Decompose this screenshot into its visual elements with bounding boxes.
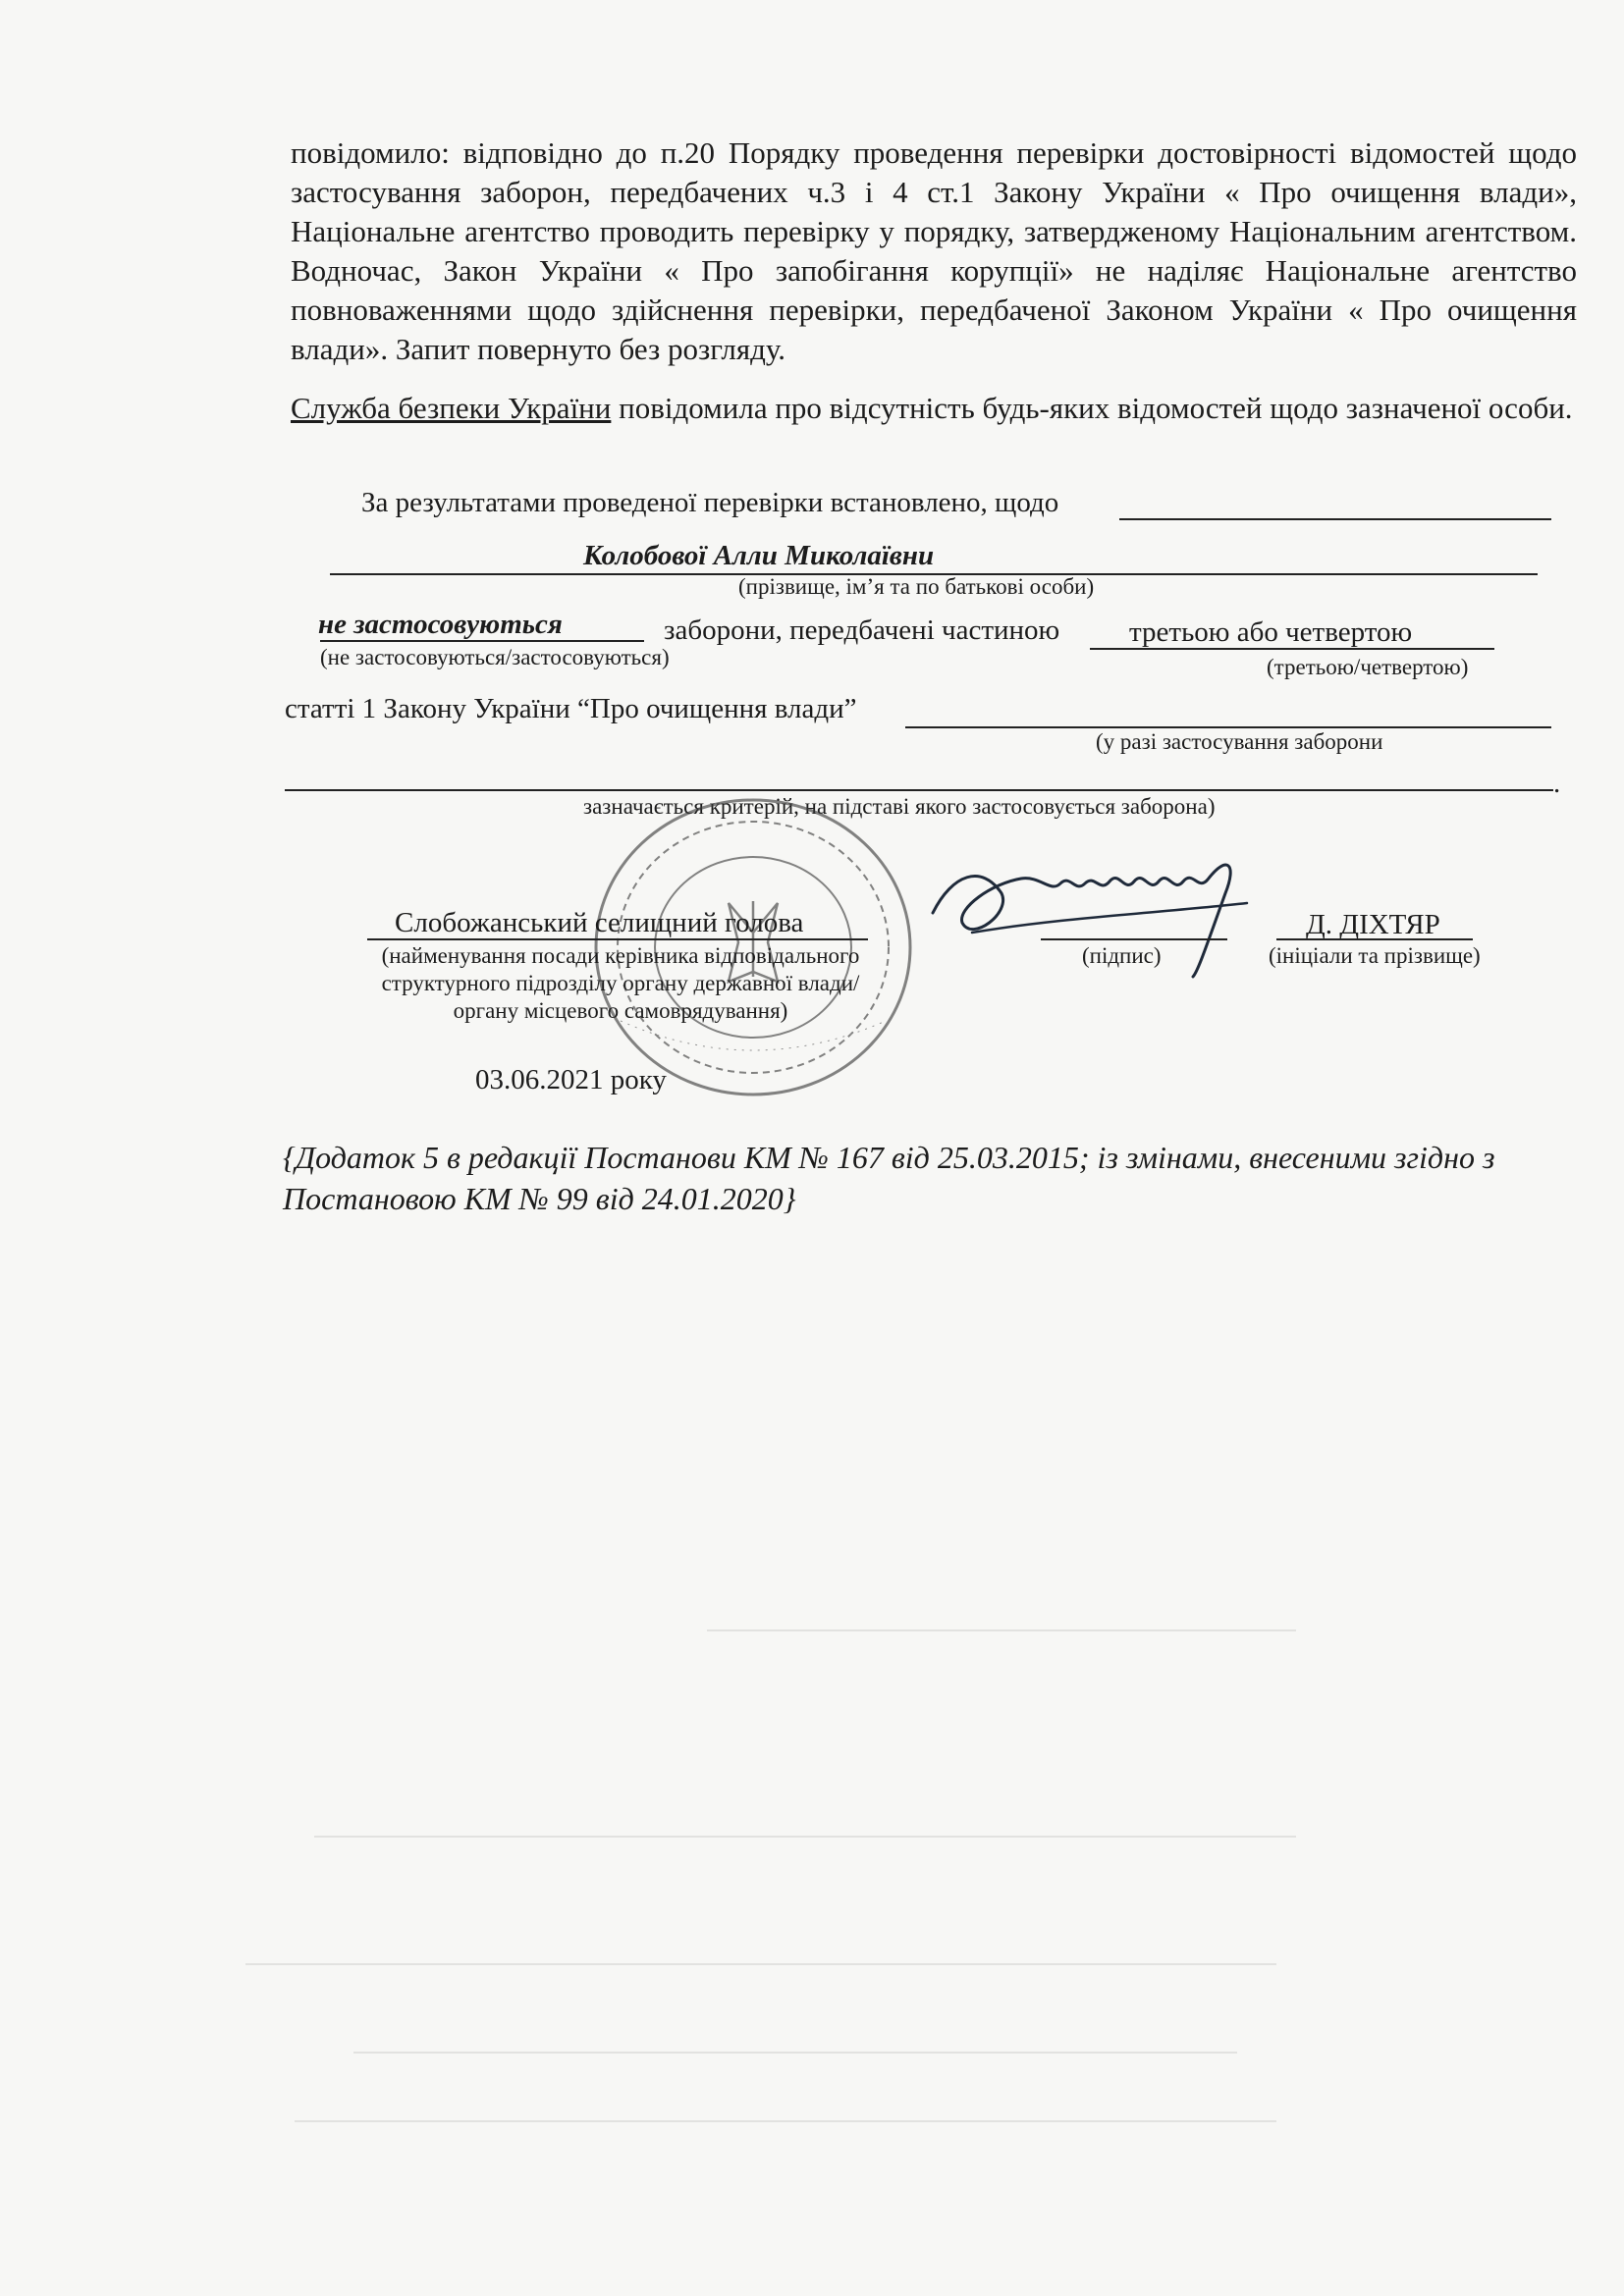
applies-value: не застосовуються: [318, 609, 563, 640]
agency-paragraph: повідомило: відповідно до п.20 Порядку проведення перевірки достовірності відомостей щодо застосування заборон, передбачених ч.3 і 4 ст.1 Закону України « Про очищення влади», Національне агентство проводить перевірку у порядку, затвердженому Національним агентством. Водночас, Закон України « Про запобігання корупції» не наділяє Національне агентство повноваженнями щодо здійснення перевірки, передбаченої Законом України « Про очищення влади». Запит повернуто без розгляду.: [291, 135, 1577, 366]
position-line: [367, 938, 868, 940]
article-text: статті 1 Закону України “Про очищення влади”: [285, 693, 857, 724]
signature-line: [1041, 938, 1227, 940]
part-caption: (третьою/четвертою): [1267, 655, 1469, 679]
result-intro: За результатами проведеної перевірки встановлено, щодо: [361, 487, 1059, 518]
if-applied-caption: (у разі застосування заборони: [1096, 729, 1383, 754]
bans-text: заборони, передбачені частиною: [664, 614, 1060, 646]
signature-caption: (підпис): [1082, 943, 1162, 968]
official-position: Слобожанський селищний голова: [395, 907, 804, 938]
person-name-caption: (прізвище, ім’я та по батькові особи): [738, 574, 1095, 599]
applies-caption: (не застосовуються/застосовуються): [320, 645, 670, 669]
name-line: [1276, 938, 1473, 940]
name-caption: (ініціали та прізвище): [1269, 943, 1481, 968]
criterion-line-end: .: [1553, 768, 1561, 799]
sbu-paragraph: [291, 389, 1577, 428]
intro-underline: [1119, 518, 1551, 520]
sbu-text: повідомила про відсутність будь-яких відомостей щодо зазначеної особи.: [611, 391, 1573, 425]
document-date: 03.06.2021 року: [475, 1064, 667, 1095]
sbu-name: Служба безпеки України: [291, 391, 612, 425]
footnote: {Додаток 5 в редакції Постанови КМ № 167 від 25.03.2015; із змінами, внесеними згідно з Постановою КМ № 99 від 24.01.2020}: [283, 1140, 1495, 1216]
position-caption: (найменування посади керівника відповідального структурного підрозділу органу державної влади/органу місцевого самоврядування): [381, 943, 860, 1023]
person-name: Колобової Алли Миколаївни: [583, 540, 935, 571]
criterion-caption: зазначається критерій, на підставі якого застосовується заборона): [583, 794, 1216, 819]
part-value: третьою або четвертою: [1129, 616, 1413, 648]
official-name: Д. ДІХТЯР: [1306, 909, 1440, 940]
